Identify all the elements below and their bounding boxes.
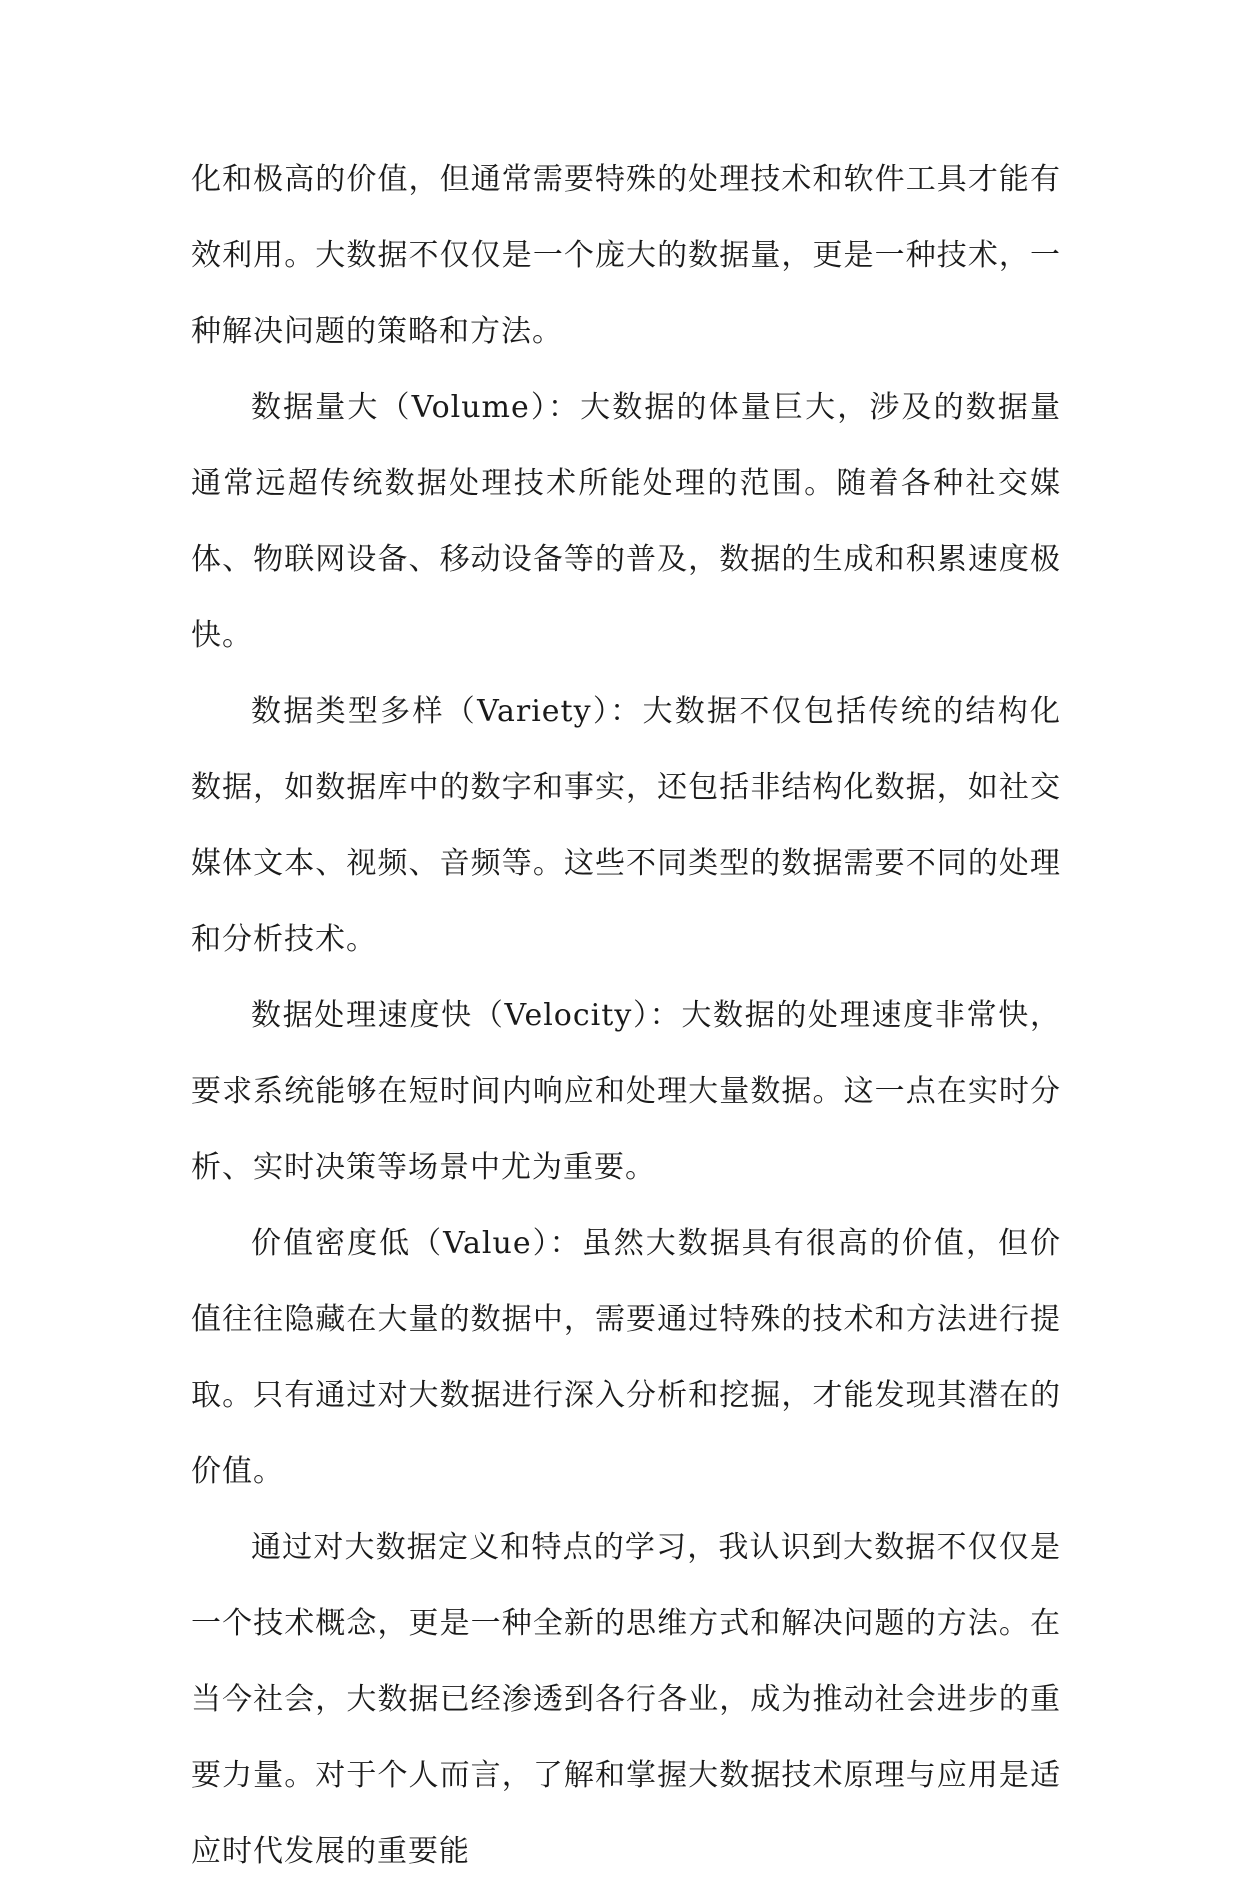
paragraph-reflection: 通过对大数据定义和特点的学习，我认识到大数据不仅仅是一个技术概念，更是一种全新的思维方式和解决问题的方法。在当今社会，大数据已经渗透到各行各业，成为推动社会进步的重要力量。对于个人而言，了解和掌握大数据技术原理与应用是适应时代发展的重要能 — [191, 1530, 1061, 1869]
paragraph-variety: 数据类型多样（Variety）：大数据不仅包括传统的结构化数据，如数据库中的数字和事实，还包括非结构化数据，如社交媒体文本、视频、音频等。这些不同类型的数据需要不同的处理和分析技术。 — [191, 694, 1061, 957]
document-page — [191, 142, 1061, 1890]
paragraph-velocity: 数据处理速度快（Velocity）：大数据的处理速度非常快，要求系统能够在短时间内响应和处理大量数据。这一点在实时分析、实时决策等场景中尤为重要。 — [191, 998, 1061, 1185]
paragraph-continuation: 化和极高的价值，但通常需要特殊的处理技术和软件工具才能有效利用。大数据不仅仅是一个庞大的数据量，更是一种技术，一种解决问题的策略和方法。 — [191, 162, 1061, 349]
paragraph-value: 价值密度低（Value）：虽然大数据具有很高的价值，但价值往往隐藏在大量的数据中，需要通过特殊的技术和方法进行提取。只有通过对大数据进行深入分析和挖掘，才能发现其潜在的价值。 — [191, 1226, 1061, 1489]
paragraph-volume: 数据量大（Volume）：大数据的体量巨大，涉及的数据量通常远超传统数据处理技术所能处理的范围。随着各种社交媒体、物联网设备、移动设备等的普及，数据的生成和积累速度极快。 — [191, 390, 1061, 653]
